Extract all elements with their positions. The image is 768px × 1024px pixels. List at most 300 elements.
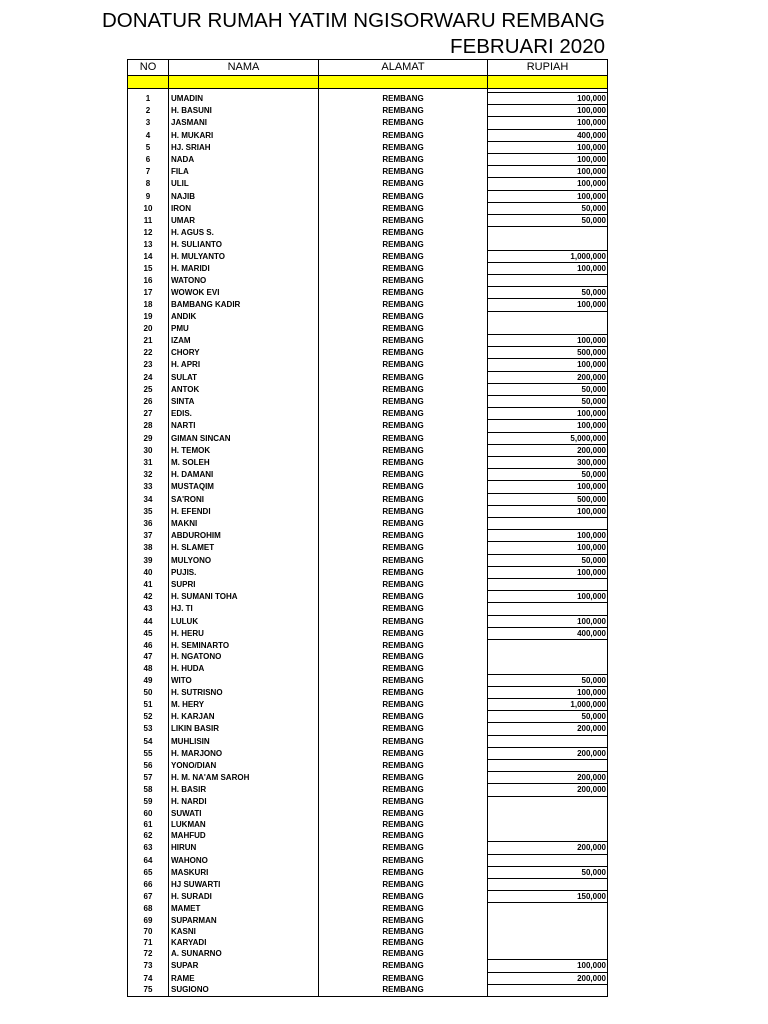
highlight-row — [128, 76, 608, 89]
amount-cell — [488, 760, 608, 772]
amount-cell: 50,000 — [488, 866, 608, 878]
donor-name-cell: LUKMAN — [169, 819, 319, 830]
address-cell: REMBANG — [319, 154, 488, 166]
amount-cell — [488, 878, 608, 890]
amount-cell: 100,000 — [488, 154, 608, 166]
amount-cell: 400,000 — [488, 627, 608, 639]
address-cell: REMBANG — [319, 105, 488, 117]
amount-cell — [488, 948, 608, 960]
table-row — [128, 699, 608, 711]
table-row — [128, 937, 608, 948]
amount-cell: 100,000 — [488, 566, 608, 578]
donor-table — [127, 59, 608, 997]
row-number-cell: 52 — [128, 711, 169, 723]
table-row — [128, 518, 608, 530]
donor-name-cell: KASNI — [169, 926, 319, 937]
address-cell: REMBANG — [319, 178, 488, 190]
amount-cell: 50,000 — [488, 674, 608, 686]
row-number-cell: 65 — [128, 866, 169, 878]
row-number-cell: 17 — [128, 287, 169, 299]
table-row — [128, 579, 608, 591]
address-cell: REMBANG — [319, 371, 488, 383]
table-row — [128, 190, 608, 202]
donor-name-cell: H. BASIR — [169, 784, 319, 796]
row-number-cell: 72 — [128, 948, 169, 960]
address-cell: REMBANG — [319, 723, 488, 735]
donor-name-cell: H. SURADI — [169, 891, 319, 903]
table-row — [128, 854, 608, 866]
amount-cell: 50,000 — [488, 469, 608, 481]
row-number-cell: 23 — [128, 359, 169, 371]
address-cell: REMBANG — [319, 735, 488, 747]
row-number-cell: 14 — [128, 250, 169, 262]
row-number-cell: 63 — [128, 842, 169, 854]
donor-name-cell: UMADIN — [169, 93, 319, 105]
address-cell: REMBANG — [319, 747, 488, 759]
column-header-no: NO — [128, 60, 169, 76]
table-row — [128, 105, 608, 117]
table-row — [128, 141, 608, 153]
donor-name-cell: MUHLISIN — [169, 735, 319, 747]
donor-name-cell: H. SLAMET — [169, 542, 319, 554]
table-row — [128, 154, 608, 166]
address-cell: REMBANG — [319, 227, 488, 239]
table-header-row — [128, 60, 608, 76]
table-row — [128, 566, 608, 578]
row-number-cell: 25 — [128, 383, 169, 395]
donor-name-cell: H. MULYANTO — [169, 250, 319, 262]
amount-cell: 200,000 — [488, 784, 608, 796]
row-number-cell: 47 — [128, 651, 169, 662]
row-number-cell: 59 — [128, 796, 169, 808]
table-row — [128, 299, 608, 311]
row-number-cell: 75 — [128, 984, 169, 996]
highlight-cell — [128, 76, 169, 89]
table-row — [128, 542, 608, 554]
amount-cell: 200,000 — [488, 723, 608, 735]
row-number-cell: 8 — [128, 178, 169, 190]
row-number-cell: 3 — [128, 117, 169, 129]
row-number-cell: 15 — [128, 262, 169, 274]
amount-cell: 100,000 — [488, 615, 608, 627]
amount-cell: 100,000 — [488, 105, 608, 117]
address-cell: REMBANG — [319, 481, 488, 493]
donor-name-cell: SUPARMAN — [169, 915, 319, 926]
table-row — [128, 615, 608, 627]
table-row — [128, 808, 608, 819]
donor-name-cell: SULAT — [169, 371, 319, 383]
amount-cell: 400,000 — [488, 129, 608, 141]
address-cell: REMBANG — [319, 493, 488, 505]
address-cell: REMBANG — [319, 915, 488, 926]
address-cell: REMBANG — [319, 334, 488, 346]
table-row — [128, 830, 608, 842]
amount-cell — [488, 819, 608, 830]
amount-cell — [488, 227, 608, 239]
donor-name-cell: HJ SUWARTI — [169, 878, 319, 890]
donor-name-cell: H. APRI — [169, 359, 319, 371]
table-row — [128, 202, 608, 214]
donor-name-cell: EDIS. — [169, 408, 319, 420]
amount-cell: 50,000 — [488, 202, 608, 214]
table-row — [128, 891, 608, 903]
row-number-cell: 24 — [128, 371, 169, 383]
amount-cell — [488, 603, 608, 615]
donor-name-cell: SUGIONO — [169, 984, 319, 996]
address-cell: REMBANG — [319, 238, 488, 250]
row-number-cell: 35 — [128, 505, 169, 517]
donor-name-cell: MULYONO — [169, 554, 319, 566]
row-number-cell: 12 — [128, 227, 169, 239]
donor-name-cell: ANDIK — [169, 311, 319, 323]
table-row — [128, 432, 608, 444]
document-title: DONATUR RUMAH YATIM NGISORWARU REMBANG — [101, 9, 605, 32]
table-row — [128, 662, 608, 674]
amount-cell: 200,000 — [488, 842, 608, 854]
table-row — [128, 250, 608, 262]
address-cell: REMBANG — [319, 615, 488, 627]
donor-name-cell: IRON — [169, 202, 319, 214]
amount-cell: 5,000,000 — [488, 432, 608, 444]
row-number-cell: 10 — [128, 202, 169, 214]
donor-name-cell: RAME — [169, 972, 319, 984]
address-cell: REMBANG — [319, 93, 488, 105]
address-cell: REMBANG — [319, 772, 488, 784]
table-row — [128, 530, 608, 542]
donor-name-cell: SA'RONI — [169, 493, 319, 505]
amount-cell: 50,000 — [488, 396, 608, 408]
row-number-cell: 18 — [128, 299, 169, 311]
row-number-cell: 6 — [128, 154, 169, 166]
donor-name-cell: A. SUNARNO — [169, 948, 319, 960]
amount-cell: 100,000 — [488, 530, 608, 542]
table-row — [128, 686, 608, 698]
amount-cell: 100,000 — [488, 359, 608, 371]
row-number-cell: 19 — [128, 311, 169, 323]
donor-name-cell: ANTOK — [169, 383, 319, 395]
address-cell: REMBANG — [319, 686, 488, 698]
address-cell: REMBANG — [319, 554, 488, 566]
row-number-cell: 39 — [128, 554, 169, 566]
donor-name-cell: WOWOK EVI — [169, 287, 319, 299]
donor-name-cell: SUPAR — [169, 960, 319, 972]
amount-cell: 100,000 — [488, 93, 608, 105]
address-cell: REMBANG — [319, 117, 488, 129]
table-row — [128, 760, 608, 772]
amount-cell — [488, 854, 608, 866]
table-row — [128, 262, 608, 274]
table-row — [128, 878, 608, 890]
address-cell: REMBANG — [319, 323, 488, 335]
address-cell: REMBANG — [319, 662, 488, 674]
row-number-cell: 26 — [128, 396, 169, 408]
row-number-cell: 27 — [128, 408, 169, 420]
column-header-rupiah: RUPIAH — [488, 60, 608, 76]
address-cell: REMBANG — [319, 830, 488, 842]
address-cell: REMBANG — [319, 937, 488, 948]
table-row — [128, 178, 608, 190]
donor-name-cell: MAHFUD — [169, 830, 319, 842]
address-cell: REMBANG — [319, 948, 488, 960]
donor-name-cell: YONO/DIAN — [169, 760, 319, 772]
donor-name-cell: PMU — [169, 323, 319, 335]
address-cell: REMBANG — [319, 866, 488, 878]
amount-cell — [488, 662, 608, 674]
amount-cell — [488, 651, 608, 662]
table-row — [128, 915, 608, 926]
row-number-cell: 28 — [128, 420, 169, 432]
table-row — [128, 674, 608, 686]
amount-cell — [488, 984, 608, 996]
donor-name-cell: H. HERU — [169, 627, 319, 639]
donor-name-cell: H. SUTRISNO — [169, 686, 319, 698]
table-row — [128, 640, 608, 652]
amount-cell — [488, 579, 608, 591]
table-row — [128, 842, 608, 854]
amount-cell: 100,000 — [488, 166, 608, 178]
row-number-cell: 11 — [128, 215, 169, 227]
donor-name-cell: SUWATI — [169, 808, 319, 819]
table-row — [128, 627, 608, 639]
address-cell: REMBANG — [319, 984, 488, 996]
donor-name-cell: MASKURI — [169, 866, 319, 878]
table-row — [128, 866, 608, 878]
amount-cell — [488, 937, 608, 948]
row-number-cell: 38 — [128, 542, 169, 554]
table-row — [128, 735, 608, 747]
address-cell: REMBANG — [319, 166, 488, 178]
donor-name-cell: NARTI — [169, 420, 319, 432]
row-number-cell: 55 — [128, 747, 169, 759]
table-row — [128, 275, 608, 287]
donor-name-cell: SINTA — [169, 396, 319, 408]
donor-name-cell: MUSTAQIM — [169, 481, 319, 493]
amount-cell: 100,000 — [488, 190, 608, 202]
row-number-cell: 30 — [128, 444, 169, 456]
row-number-cell: 22 — [128, 347, 169, 359]
amount-cell: 50,000 — [488, 711, 608, 723]
table-row — [128, 747, 608, 759]
donor-name-cell: M. HERY — [169, 699, 319, 711]
donor-name-cell: H. TEMOK — [169, 444, 319, 456]
amount-cell — [488, 915, 608, 926]
donor-name-cell: H. DAMANI — [169, 469, 319, 481]
amount-cell: 100,000 — [488, 408, 608, 420]
table-row — [128, 603, 608, 615]
address-cell: REMBANG — [319, 215, 488, 227]
row-number-cell: 16 — [128, 275, 169, 287]
amount-cell: 100,000 — [488, 542, 608, 554]
row-number-cell: 20 — [128, 323, 169, 335]
address-cell: REMBANG — [319, 784, 488, 796]
address-cell: REMBANG — [319, 972, 488, 984]
address-cell: REMBANG — [319, 287, 488, 299]
address-cell: REMBANG — [319, 262, 488, 274]
donor-name-cell: HIRUN — [169, 842, 319, 854]
row-number-cell: 5 — [128, 141, 169, 153]
donor-name-cell: H. M. NA'AM SAROH — [169, 772, 319, 784]
amount-cell: 100,000 — [488, 505, 608, 517]
amount-cell: 100,000 — [488, 262, 608, 274]
highlight-cell — [169, 76, 319, 89]
donor-name-cell: WITO — [169, 674, 319, 686]
address-cell: REMBANG — [319, 420, 488, 432]
address-cell: REMBANG — [319, 960, 488, 972]
address-cell: REMBANG — [319, 202, 488, 214]
address-cell: REMBANG — [319, 808, 488, 819]
amount-cell — [488, 518, 608, 530]
row-number-cell: 53 — [128, 723, 169, 735]
donor-name-cell: H. MARIDI — [169, 262, 319, 274]
table-row — [128, 287, 608, 299]
document-subtitle-period: FEBRUARI 2020 — [450, 35, 605, 58]
table-row — [128, 383, 608, 395]
donor-name-cell: CHORY — [169, 347, 319, 359]
donor-name-cell: NADA — [169, 154, 319, 166]
donor-name-cell: MAKNI — [169, 518, 319, 530]
table-row — [128, 481, 608, 493]
row-number-cell: 66 — [128, 878, 169, 890]
amount-cell: 100,000 — [488, 591, 608, 603]
donor-name-cell: H. SEMINARTO — [169, 640, 319, 652]
amount-cell — [488, 808, 608, 819]
row-number-cell: 50 — [128, 686, 169, 698]
amount-cell: 1,000,000 — [488, 699, 608, 711]
address-cell: REMBANG — [319, 640, 488, 652]
address-cell: REMBANG — [319, 891, 488, 903]
donor-name-cell: PUJIS. — [169, 566, 319, 578]
address-cell: REMBANG — [319, 530, 488, 542]
address-cell: REMBANG — [319, 627, 488, 639]
donor-name-cell: H. SUMANI TOHA — [169, 591, 319, 603]
address-cell: REMBANG — [319, 518, 488, 530]
address-cell: REMBANG — [319, 432, 488, 444]
row-number-cell: 13 — [128, 238, 169, 250]
amount-cell: 50,000 — [488, 383, 608, 395]
table-row — [128, 371, 608, 383]
table-row — [128, 723, 608, 735]
donor-name-cell: H. BASUNI — [169, 105, 319, 117]
donor-name-cell: H. NARDI — [169, 796, 319, 808]
address-cell: REMBANG — [319, 359, 488, 371]
amount-cell — [488, 311, 608, 323]
amount-cell: 100,000 — [488, 117, 608, 129]
highlight-cell — [319, 76, 488, 89]
donor-name-cell: H. AGUS S. — [169, 227, 319, 239]
address-cell: REMBANG — [319, 141, 488, 153]
row-number-cell: 46 — [128, 640, 169, 652]
donor-name-cell: JASMANI — [169, 117, 319, 129]
row-number-cell: 49 — [128, 674, 169, 686]
table-row — [128, 347, 608, 359]
donor-name-cell: LIKIN BASIR — [169, 723, 319, 735]
address-cell: REMBANG — [319, 396, 488, 408]
row-number-cell: 73 — [128, 960, 169, 972]
donor-name-cell: NAJIB — [169, 190, 319, 202]
address-cell: REMBANG — [319, 275, 488, 287]
row-number-cell: 42 — [128, 591, 169, 603]
row-number-cell: 45 — [128, 627, 169, 639]
amount-cell: 50,000 — [488, 554, 608, 566]
address-cell: REMBANG — [319, 603, 488, 615]
row-number-cell: 9 — [128, 190, 169, 202]
table-row — [128, 117, 608, 129]
table-row — [128, 166, 608, 178]
address-cell: REMBANG — [319, 760, 488, 772]
amount-cell: 200,000 — [488, 772, 608, 784]
address-cell: REMBANG — [319, 347, 488, 359]
donor-name-cell: WATONO — [169, 275, 319, 287]
row-number-cell: 60 — [128, 808, 169, 819]
amount-cell — [488, 275, 608, 287]
address-cell: REMBANG — [319, 444, 488, 456]
amount-cell: 1,000,000 — [488, 250, 608, 262]
donor-name-cell: H. EFENDI — [169, 505, 319, 517]
table-row — [128, 926, 608, 937]
column-header-nama: NAMA — [169, 60, 319, 76]
address-cell: REMBANG — [319, 699, 488, 711]
donor-name-cell: WAHONO — [169, 854, 319, 866]
address-cell: REMBANG — [319, 842, 488, 854]
table-row — [128, 711, 608, 723]
amount-cell — [488, 903, 608, 915]
table-row — [128, 651, 608, 662]
donor-name-cell: ABDUROHIM — [169, 530, 319, 542]
table-row — [128, 493, 608, 505]
row-number-cell: 34 — [128, 493, 169, 505]
table-row — [128, 215, 608, 227]
row-number-cell: 32 — [128, 469, 169, 481]
address-cell: REMBANG — [319, 250, 488, 262]
address-cell: REMBANG — [319, 457, 488, 469]
row-number-cell: 2 — [128, 105, 169, 117]
amount-cell — [488, 640, 608, 652]
table-row — [128, 359, 608, 371]
donor-name-cell: H. NGATONO — [169, 651, 319, 662]
donor-name-cell: UMAR — [169, 215, 319, 227]
address-cell: REMBANG — [319, 542, 488, 554]
donor-name-cell: ULIL — [169, 178, 319, 190]
amount-cell: 50,000 — [488, 287, 608, 299]
amount-cell: 100,000 — [488, 481, 608, 493]
donor-name-cell: H. MARJONO — [169, 747, 319, 759]
address-cell: REMBANG — [319, 926, 488, 937]
amount-cell: 200,000 — [488, 444, 608, 456]
amount-cell: 300,000 — [488, 457, 608, 469]
address-cell: REMBANG — [319, 796, 488, 808]
table-row — [128, 505, 608, 517]
row-number-cell: 21 — [128, 334, 169, 346]
row-number-cell: 74 — [128, 972, 169, 984]
table-row — [128, 457, 608, 469]
table-row — [128, 396, 608, 408]
table-row — [128, 819, 608, 830]
amount-cell: 200,000 — [488, 371, 608, 383]
row-number-cell: 37 — [128, 530, 169, 542]
amount-cell: 100,000 — [488, 960, 608, 972]
row-number-cell: 58 — [128, 784, 169, 796]
donor-name-cell: H. SULIANTO — [169, 238, 319, 250]
address-cell: REMBANG — [319, 129, 488, 141]
amount-cell: 100,000 — [488, 178, 608, 190]
donor-name-cell: LULUK — [169, 615, 319, 627]
address-cell: REMBANG — [319, 383, 488, 395]
table-row — [128, 408, 608, 420]
address-cell: REMBANG — [319, 878, 488, 890]
amount-cell: 200,000 — [488, 972, 608, 984]
table-row — [128, 323, 608, 335]
row-number-cell: 67 — [128, 891, 169, 903]
